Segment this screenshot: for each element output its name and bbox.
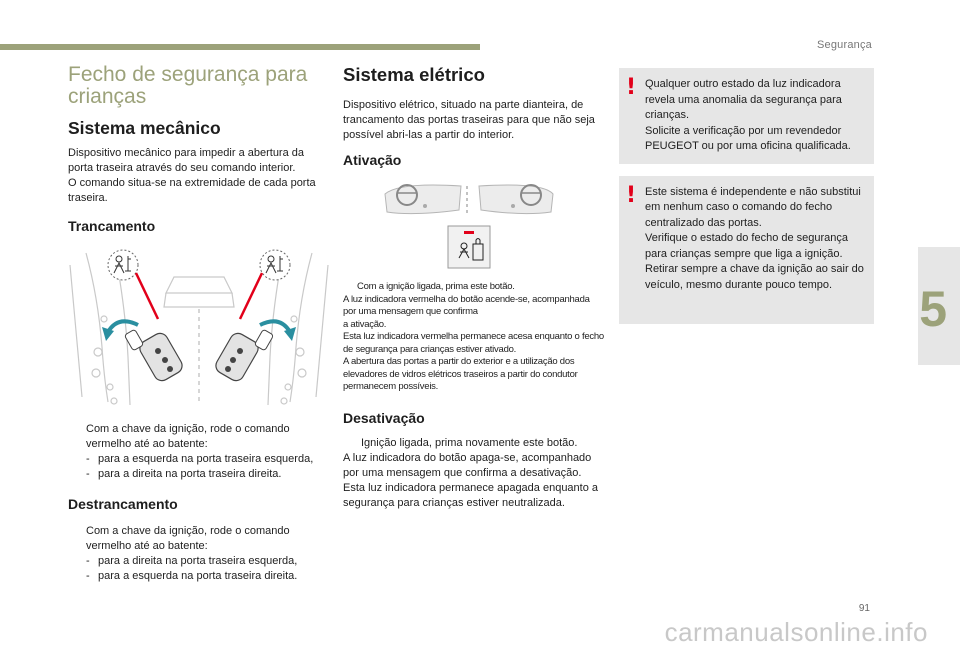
warning-icon: !: [626, 182, 637, 208]
activation-instruction: [343, 281, 605, 294]
rear-doors-illustration: [68, 247, 328, 412]
lock-instruction-text: Com a chave da ignição, rode o comando vermelho até ao batente:: [86, 423, 290, 450]
dash-marker: -: [86, 570, 90, 582]
dash-marker: -: [86, 468, 90, 480]
lock-item-right: [68, 467, 328, 482]
lock-item-right-text: para a direita na porta traseira direita.: [98, 468, 282, 480]
unlock-item-right-text: para a esquerda na porta traseira direita.: [98, 570, 298, 582]
child-lock-button-illustration: [343, 176, 605, 277]
warning-box-independent: [619, 176, 874, 325]
warning-independent-text: Este sistema é independente e não substitui em nenhum caso o comando do fecho centralizado das portas. Verifique o estado do fecho de segurança para crianças sempre que liga a ignição. Retirar sempre a chave da ignição ao sair do veículo, mesmo durante pouco tempo.: [645, 185, 864, 291]
heading-unlocking: Destrancamento: [68, 496, 178, 512]
rear-doors-diagram: [68, 247, 330, 407]
heading-locking: Trancamento: [68, 218, 156, 234]
watermark: carmanualsonline.info: [664, 617, 928, 647]
heading-activation: Ativação: [343, 152, 402, 168]
activation-details: A luz indicadora vermelha do botão acende-se, acompanhada por uma mensagem que confirma a ativação. Esta luz indicadora vermelha permanece acesa enquanto o fecho de segurança para crianças estiver ativado. A abertura das portas a partir do exterior e a utilização dos elevadores de vidros elétricos traseiros a partir do condutor permanecem possíveis.: [343, 293, 604, 392]
key-fob-right: [213, 329, 274, 383]
warning-anomaly-text: Qualquer outro estado da luz indicadora revela uma anomalia da segurança para crianças. Solicite a verificação por um revendedor PEUGEOT ou por uma oficina qualificada.: [645, 78, 851, 152]
heading-deactivation: Desativação: [343, 409, 425, 426]
unlock-item-left: [68, 554, 328, 569]
unlock-instruction: [68, 524, 328, 554]
key-fob-left: [124, 329, 185, 383]
warning-box-anomaly: [619, 68, 874, 164]
child-lock-icon-right: [260, 250, 290, 280]
unlock-item-right: [68, 569, 328, 584]
section-title: Segurança: [816, 39, 872, 51]
heading-electric-system: Sistema elétrico: [343, 64, 485, 85]
deactivation-details: A luz indicadora do botão apaga-se, acompanhado por uma mensagem que confirma a desativação. Esta luz indicadora permanece apagada enquanto a segurança para crianças estiver neutralizada.: [343, 451, 599, 509]
header-accent-bar: [0, 44, 480, 50]
column-warnings: [619, 68, 874, 324]
unlock-item-left-text: para a direita na porta traseira esquerda,: [98, 555, 298, 567]
dash-marker: -: [86, 453, 90, 465]
steering-wheel-right: [479, 185, 553, 214]
electric-intro: Dispositivo elétrico, situado na parte dianteira, de trancamento das portas traseiras para que não seja possível abri-las a partir do interior.: [343, 99, 595, 141]
child-lock-icon-left: [108, 250, 138, 280]
chapter-number: 5: [919, 281, 947, 337]
lock-item-left: [68, 452, 328, 467]
child-lock-button-icon: [448, 226, 490, 268]
dash-marker: -: [86, 555, 90, 567]
dashboard-button-diagram: [343, 176, 605, 272]
page-number: 91: [858, 603, 870, 614]
lock-item-left-text: para a esquerda na porta traseira esquerda,: [98, 453, 314, 465]
page-title: Fecho de segurança para crianças: [68, 63, 308, 108]
steering-wheel-left: [385, 185, 461, 214]
column-mechanical: [68, 64, 328, 584]
warning-icon: !: [626, 75, 637, 100]
deactivation-instruction: [343, 436, 605, 451]
heading-mechanical-system: Sistema mecânico: [68, 118, 221, 138]
lock-instruction: [68, 422, 328, 452]
mechanical-intro: Dispositivo mecânico para impedir a abertura da porta traseira através do seu comando interior. O comando situa-se na extremidade de cada porta traseira.: [68, 147, 316, 204]
column-electric: [343, 64, 605, 511]
unlock-instruction-text: Com a chave da ignição, rode o comando vermelho até ao batente:: [86, 525, 290, 552]
activation-instruction-text: Com a ignição ligada, prima este botão.: [357, 281, 515, 292]
deactivation-instruction-text: Ignição ligada, prima novamente este botão.: [361, 436, 578, 449]
